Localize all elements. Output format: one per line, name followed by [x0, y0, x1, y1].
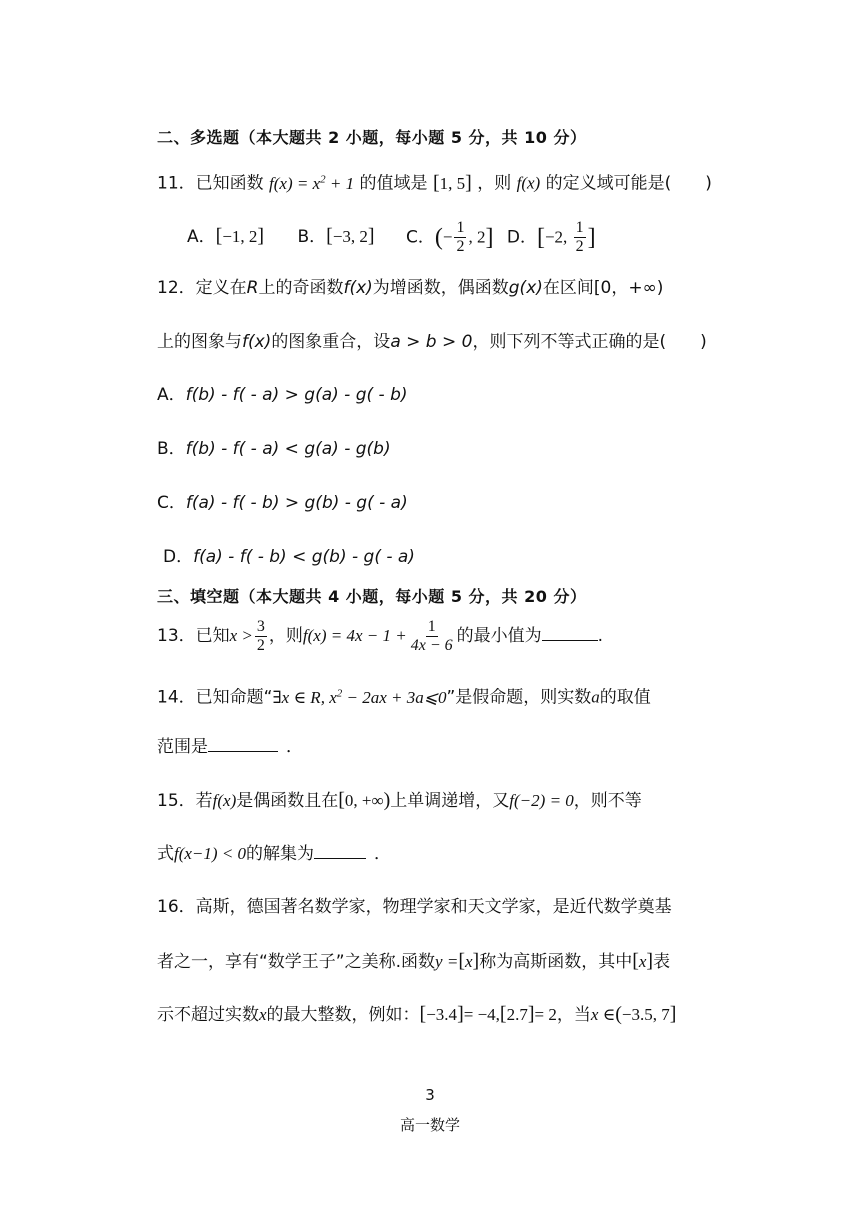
q16-interval: (−3.5, 7]	[615, 1003, 677, 1025]
q15-interval: [0, +∞)	[338, 789, 391, 811]
q13-text: ，则	[268, 626, 303, 646]
q16-text-5: 的最大整数，例如：	[266, 1005, 420, 1025]
q11-range: [1, 5]	[432, 171, 472, 194]
q14-text: 是假命题，则实数	[455, 687, 592, 708]
question-16-line-1: 16．高斯，德国著名数学家，物理学家和天文学家，是近代数学奠基	[157, 897, 672, 917]
question-14-line-2	[157, 735, 303, 759]
q12-r: R	[246, 278, 259, 298]
q16-text-4: 示不超过实数	[157, 1005, 259, 1025]
q11-text-2: ，则	[477, 173, 512, 194]
question-13	[157, 614, 603, 662]
q11-option-a: A．[−1, 2]	[187, 225, 265, 247]
q13-text-2: 的最小值为	[456, 626, 542, 646]
q15-condition: f(−2) = 0	[509, 791, 574, 810]
q13-end: .	[597, 626, 604, 646]
q12-number: 12．定义在	[157, 278, 247, 298]
q11-text-3: 的定义域可能是( )	[545, 173, 712, 194]
q12-option-d: D．f(a) - f( - b) < g(b) - g( - a)	[163, 547, 415, 567]
q15-answer-blank	[314, 842, 366, 859]
q16-condition: x ∈	[590, 1005, 616, 1024]
section-title-fill-in: 三、填空题（本大题共 4 小题，每小题 5 分，共 20 分）	[157, 587, 587, 606]
q12-text-3: 在区间[0，+∞)	[542, 278, 664, 298]
q12-option-c: C．f(a) - f( - b) > g(b) - g( - a)	[157, 493, 408, 513]
q16-example-1: [−3.4]= −4,	[419, 1003, 500, 1025]
question-11	[157, 167, 712, 196]
q16-text-3: 表	[653, 952, 671, 972]
q11-function: $f(x) = x^2 + 1$	[269, 173, 355, 193]
q13-number: 13．已知	[157, 626, 230, 646]
q16-gauss-x-2: [x]	[632, 950, 654, 972]
q14-end: ．	[286, 737, 303, 757]
footer-subject: 高一数学	[399, 1116, 460, 1134]
q15-text-5: 的解集为	[246, 844, 315, 864]
q14-text-3: 范围是	[157, 737, 208, 757]
q13-answer-blank	[542, 624, 598, 641]
q16-gauss-x: [x]	[458, 950, 480, 972]
q12-text-5: 的图象重合，设	[271, 332, 391, 352]
q14-text-2: 的取值	[599, 687, 651, 708]
q15-inequality: f(x−1) < 0	[174, 844, 247, 863]
q15-number: 15．若	[157, 791, 213, 811]
q12-condition: a > b > 0	[390, 332, 473, 352]
q12-option-b: B．f(b) - f( - a) < g(a) - g(b)	[157, 439, 391, 459]
q14-quote-open: “	[263, 687, 273, 708]
question-12-line-2	[157, 330, 707, 354]
q15-text-2: 上单调递增，又	[390, 791, 510, 811]
q15-end: ．	[374, 844, 392, 864]
question-15-line-1	[157, 788, 642, 813]
q13-function: f(x) = 4x − 1 +	[302, 626, 407, 645]
q13-fraction: $\frac{1}{4x - 6}$	[410, 617, 453, 654]
q13-fraction-3-2: $\frac{3}{2}$	[256, 617, 265, 654]
q16-y: y =	[435, 952, 459, 971]
q12-text-1: 上的奇函数	[258, 278, 344, 298]
section-title-multiple-choice: 二、多选题（本大题共 2 小题，每小题 5 分，共 10 分）	[157, 128, 587, 147]
q15-text-3: ，则不等	[573, 791, 642, 811]
q11-option-d: D．[−2, $\frac{1}{2}$ ]	[506, 218, 596, 255]
q11-fx: f(x)	[516, 173, 541, 193]
q16-text: 者之一，享有“数学王子”之美称.函数	[157, 952, 436, 972]
q15-text-4: 式	[157, 844, 174, 864]
q11-option-b: B．[−3, 2]	[297, 225, 375, 247]
q11-options	[187, 218, 596, 258]
q11-number: 11．已知函数	[157, 173, 264, 194]
q14-quote-close: ”	[446, 687, 456, 708]
q16-example-2: [2.7]= 2	[499, 1003, 557, 1025]
q14-number: 14．已知命题	[157, 687, 264, 708]
question-16-line-3	[157, 1002, 676, 1027]
question-16-line-2	[157, 949, 670, 974]
q11-text: 的值域是	[359, 173, 428, 194]
page-number: 3	[425, 1086, 435, 1104]
question-12-line-1	[157, 276, 663, 300]
q12-text-2: 为增函数，偶函数	[372, 278, 509, 298]
q12-option-a: A．f(b) - f( - a) > g(a) - g( - b)	[157, 385, 408, 405]
q14-a: a	[591, 687, 600, 707]
q12-text-6: ，则下列不等式正确的是( )	[472, 332, 707, 352]
q11-option-c: C．(− $\frac{1}{2}$ , 2]	[406, 218, 494, 255]
q15-fx: f(x)	[212, 791, 237, 810]
q14-answer-blank	[208, 735, 278, 752]
q12-f: f(x)	[343, 278, 373, 298]
q16-x: x	[259, 1005, 267, 1024]
q12-text-4: 上的图象与	[157, 332, 242, 352]
q13-x: x >	[229, 626, 253, 645]
q16-text-6: ，当	[556, 1005, 591, 1025]
q12-g: g(x)	[508, 278, 543, 298]
question-14-line-1	[157, 681, 651, 710]
question-15-line-2	[157, 842, 391, 866]
q15-text: 是偶函数且在	[236, 791, 339, 811]
q14-proposition: ∃x ∈ R, $x^2 - 2ax$ + 3a⩽0	[272, 687, 447, 707]
q12-f-2: f(x)	[242, 332, 272, 352]
q16-text-2: 称为高斯函数，其中	[479, 952, 633, 972]
